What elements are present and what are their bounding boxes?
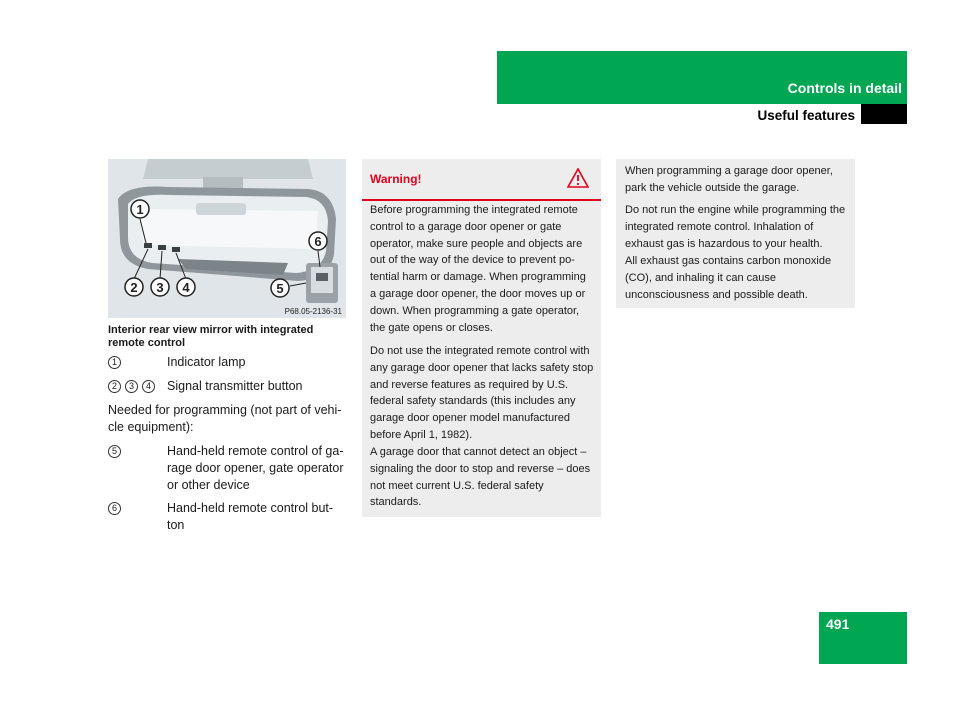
section-title: Controls in detail [787,80,902,96]
info-box [616,159,855,308]
mirror-figure [108,159,346,318]
svg-text:3: 3 [156,280,164,295]
legend-item: 2 3 4 Signal transmitter button [108,378,348,395]
callout-4 [177,278,195,296]
warning-triangle-icon [567,168,589,193]
callout-5 [271,279,289,297]
page-number: 491 [826,616,850,632]
warning-header [362,159,601,201]
warning-paragraph: Before programming the integrated remote control to a garage door opener or gate operator, make sure people and objects are out of the way of the device to prevent po-tential harm or damage. When programming a garage door opener, the door moves up or down. When programming a gate operator, the gate opens or closes. [370,204,586,334]
legend-marker: 2 3 4 [108,378,159,395]
callout-2 [125,278,143,296]
legend-marker: 5 [108,443,125,460]
legend-item: 6 Hand-held remote control but-ton [108,500,348,534]
warning-box [362,159,601,517]
warning-paragraph: A garage door that cannot detect an object – signaling the door to stop and reverse – does not meet current U.S. federal safety standards. [370,446,591,509]
warning-paragraph: Do not use the integrated remote control with any garage door opener that lacks safety stop and reverse features as required by U.S. federal safety standards (this includes any garage door opener model manufactured before April 1, 1982). [370,345,594,441]
info-paragraph: When programming a garage door opener, park the vehicle outside the garage. [625,165,833,194]
callout-6 [309,232,327,250]
svg-text:5: 5 [276,281,284,296]
callout-1 [131,200,149,218]
figure-caption: Interior rear view mirror with integrated remote control [108,324,314,349]
legend-marker: 1 [108,354,125,371]
callout-3 [151,278,169,296]
legend-marker: 6 [108,500,125,517]
legend-item: 5 Hand-held remote control of ga-rage door opener, gate operator or other device [108,443,348,494]
subsection-title: Useful features [757,108,855,123]
svg-text:2: 2 [130,280,138,295]
programming-note: Needed for programming (not part of vehi-cle equipment): [108,403,342,434]
warning-label: Warning! [370,172,422,186]
svg-text:1: 1 [136,202,144,217]
svg-text:6: 6 [314,234,322,249]
info-paragraph: All exhaust gas contains carbon monoxide (CO), and inhaling it can cause unconsciousness and possible death. [625,255,832,301]
info-paragraph: Do not run the engine while programming the integrated remote control. Inhalation of exhaust gas is hazardous to your health. [625,204,846,250]
header-bar [497,51,907,104]
subsection-marker [861,104,907,124]
image-code: P68.05-2136-31 [284,307,342,316]
svg-text:4: 4 [182,280,190,295]
legend-item: 1 Indicator lamp [108,354,348,371]
